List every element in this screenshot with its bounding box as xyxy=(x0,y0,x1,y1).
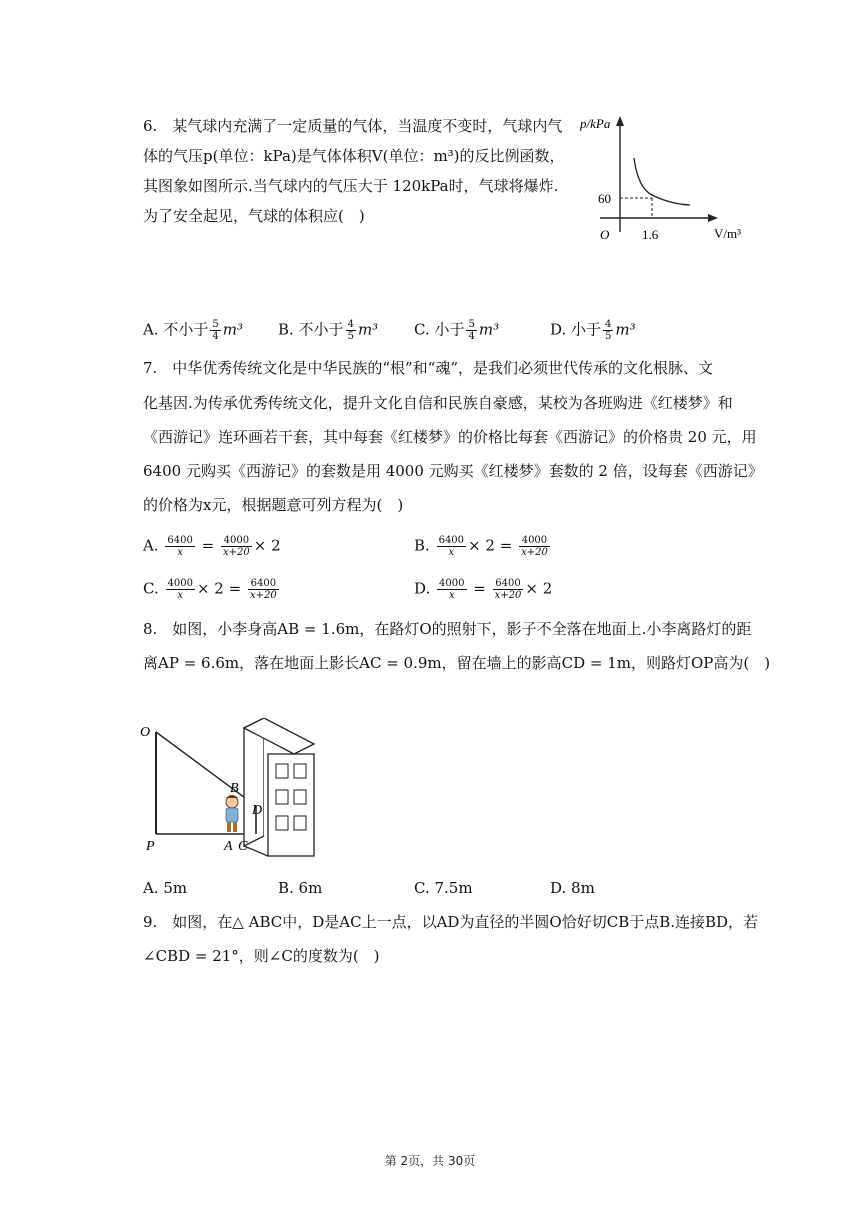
q7-option-d[interactable]: D. $\frac{4000}{x}$ = $\frac{6400}{x+20}$ × 2 xyxy=(414,578,553,601)
q6-line-3: 其图象如图所示.当气球内的气压大于 120kPa时，气球将爆炸. xyxy=(143,177,559,195)
q7-line-5: 的价格为x元，根据题意可列方程为( ) xyxy=(143,496,404,514)
q8-option-a[interactable]: A. 5m xyxy=(143,879,188,897)
q6-xlabel: V/m³ xyxy=(714,226,742,241)
q8-option-c[interactable]: C. 7.5m xyxy=(414,879,473,897)
page-footer: 第 2页，共 30页 xyxy=(384,1154,476,1168)
label-a: A xyxy=(224,839,233,854)
q9-line-2: ∠CBD = 21°，则∠C的度数为( ) xyxy=(143,947,380,965)
q7-option-c[interactable]: C. $\frac{4000}{x}$ × 2 = $\frac{6400}{x+20}$ xyxy=(143,578,277,601)
q8-line-1: 8. 如图，小李身高AB = 1.6m，在路灯O的照射下，影子不全落在地面上.小李离路灯的距 xyxy=(143,620,752,638)
label-b: B xyxy=(230,781,239,796)
q8-figure xyxy=(138,718,328,858)
q6-y-tick: 60 xyxy=(598,191,611,206)
q6-ylabel: p/kPa xyxy=(580,116,611,131)
q7-line-3: 《西游记》连环画若干套，其中每套《红楼梦》的价格比每套《西游记》的价格贵 20 元，用 xyxy=(143,428,757,446)
q6-line-2: 体的气压p(单位：kPa)是气体体积V(单位：m³)的反比例函数， xyxy=(143,147,565,165)
q6-option-c[interactable]: C. 小于 $\frac{5}{4}$ m³ xyxy=(414,319,500,342)
q8-option-d[interactable]: D. 8m xyxy=(550,879,595,897)
q6-graph xyxy=(572,108,762,248)
q6-option-d[interactable]: D. 小于 $\frac{4}{5}$ m³ xyxy=(550,319,636,342)
q8-line-2: 离AP = 6.6m，落在地面上影长AC = 0.9m，留在墙上的影高CD = 1m，则路灯OP高为( ) xyxy=(143,654,771,672)
q7-line-2: 化基因.为传承优秀传统文化，提升文化自信和民族自豪感，某校为各班购进《红楼梦》和 xyxy=(143,394,733,412)
q6-origin: O xyxy=(600,227,610,242)
person-leg xyxy=(233,822,237,832)
q6-x-arrow xyxy=(708,214,718,222)
q6-line-1: 6. 某气球内充满了一定质量的气体，当温度不变时，气球内气 xyxy=(143,117,563,135)
q7-option-a[interactable]: A. $\frac{6400}{x}$ = $\frac{4000}{x+20}$ × 2 xyxy=(143,535,281,558)
q7-line-4: 6400 元购买《西游记》的套数是用 4000 元购买《红楼梦》套数的 2 倍，设每套《西游记》 xyxy=(143,462,763,480)
q9-line-1: 9. 如图，在△ ABC中，D是AC上一点，以AD为直径的半圆O恰好切CB于点B.连接BD，若 xyxy=(143,913,759,931)
label-c: C xyxy=(238,839,248,854)
light-ray xyxy=(156,732,256,806)
q6-y-arrow xyxy=(616,116,624,126)
q8-option-b[interactable]: B. 6m xyxy=(278,879,323,897)
q6-option-b[interactable]: B. 不小于 $\frac{4}{5}$ m³ xyxy=(278,319,379,342)
q7-line-1: 7. 中华优秀传统文化是中华民族的“根”和“魂”，是我们必须世代传承的文化根脉、文 xyxy=(143,359,713,377)
label-o: O xyxy=(140,725,151,740)
label-d: D xyxy=(252,803,263,818)
label-p: P xyxy=(146,839,155,854)
q6-option-a[interactable]: A. 不小于 $\frac{5}{4}$ m³ xyxy=(143,319,243,342)
person-leg xyxy=(227,822,231,832)
q6-x-tick: 1.6 xyxy=(642,227,659,242)
q7-option-b[interactable]: B. $\frac{6400}{x}$ × 2 = $\frac{4000}{x+20}$ xyxy=(414,535,548,558)
person-body xyxy=(226,808,238,822)
q6-line-4: 为了安全起见，气球的体积应( ) xyxy=(143,207,365,225)
